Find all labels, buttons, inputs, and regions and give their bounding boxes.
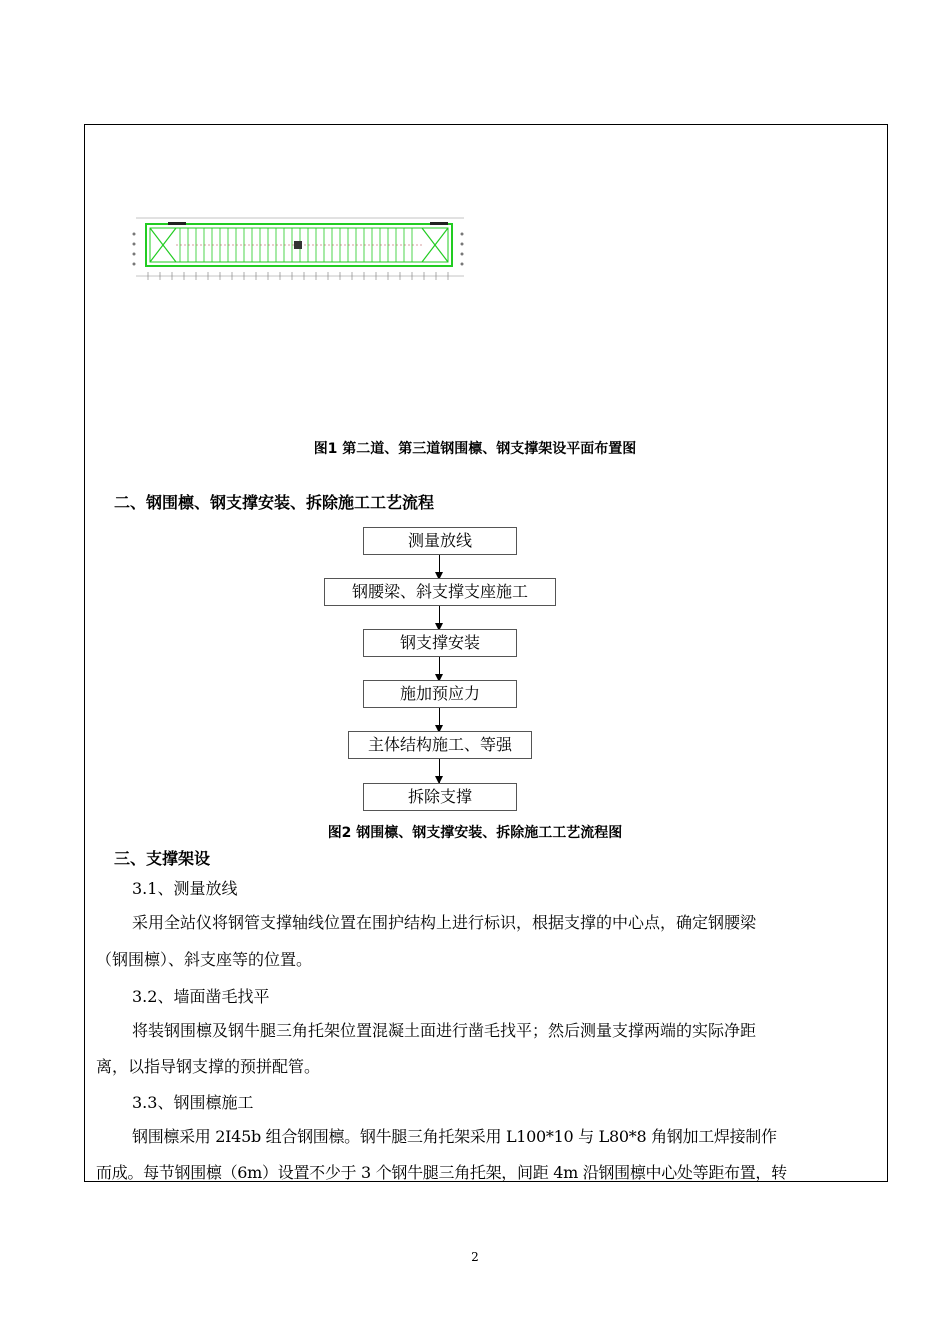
sub3-line-1: 钢围檩采用 2I45b 组合钢围檩。钢牛腿三角托架采用 L100*10 与 L80*8 角钢加工焊接制作 (132, 1127, 777, 1146)
sub2-title: 3.2、墙面凿毛找平 (132, 987, 270, 1006)
sub3-title: 3.3、钢围檩施工 (132, 1093, 254, 1112)
sub1-title: 3.1、测量放线 (132, 879, 238, 898)
flow-step-main-structure: 主体结构施工、等强 (348, 731, 532, 759)
flow-arrow-3 (439, 657, 440, 681)
sub1-line-2: （钢围檩）、斜支座等的位置。 (96, 950, 313, 969)
steel-support-plan-drawing (128, 212, 468, 292)
flow-arrow-2 (439, 606, 440, 630)
section2-heading: 二、钢围檩、钢支撑安装、拆除施工工艺流程 (114, 493, 435, 512)
figure1-caption: 图1 第二道、第三道钢围檩、钢支撑架设平面布置图 (313, 441, 637, 457)
section3-heading: 三、支撑架设 (114, 849, 211, 868)
flow-arrow-1 (439, 555, 440, 579)
page-number: 2 (471, 1250, 479, 1264)
flow-step-waist-beam: 钢腰梁、斜支撑支座施工 (324, 578, 556, 606)
figure2-caption: 图2 钢围檩、钢支撑安装、拆除施工工艺流程图 (327, 825, 623, 841)
flow-arrow-4 (439, 708, 440, 732)
flow-step-survey: 测量放线 (363, 527, 517, 555)
sub1-line-1: 采用全站仪将钢管支撑轴线位置在围护结构上进行标识，根据支撑的中心点，确定钢腰梁 (132, 913, 757, 932)
flow-step-install: 钢支撑安装 (363, 629, 517, 657)
flow-arrow-5 (439, 759, 440, 783)
sub2-line-1: 将装钢围檩及钢牛腿三角托架位置混凝土面进行凿毛找平；然后测量支撑两端的实际净距 (132, 1021, 757, 1040)
sub3-line-2: 而成。每节钢围檩（6m）设置不少于 3 个钢牛腿三角托架，间距 4m 沿钢围檩中心处等距布置，转 (96, 1163, 787, 1182)
flow-step-prestress: 施加预应力 (363, 680, 517, 708)
sub2-line-2: 离，以指导钢支撑的预拼配管。 (96, 1057, 321, 1076)
flow-step-remove: 拆除支撑 (363, 783, 517, 811)
